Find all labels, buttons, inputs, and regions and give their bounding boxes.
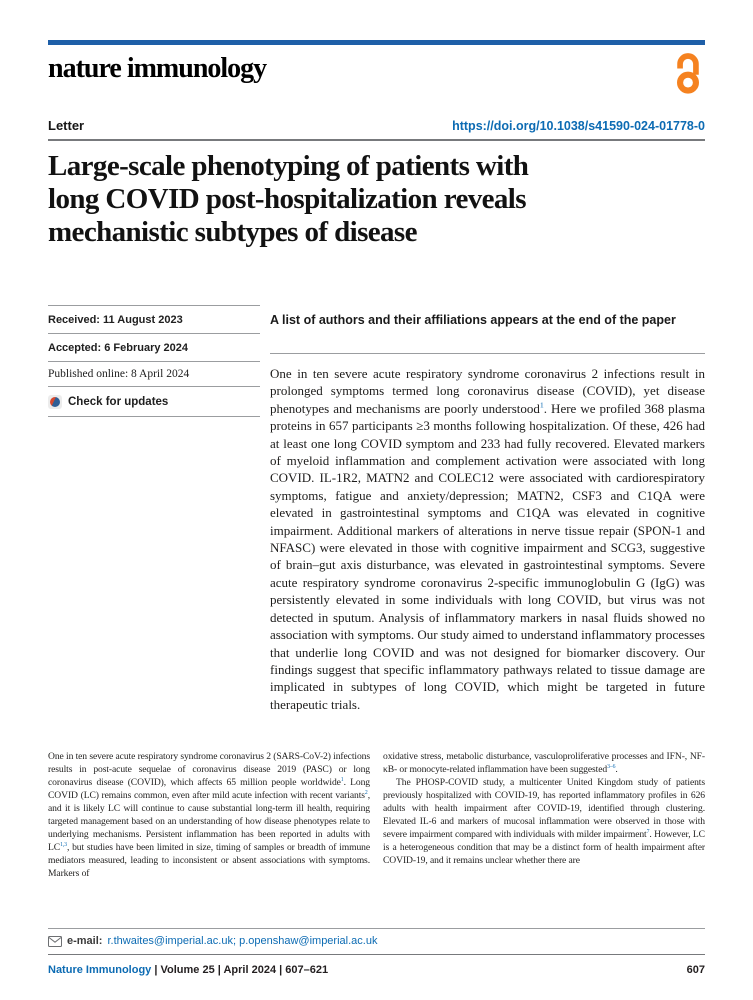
meta-row xyxy=(48,118,705,141)
body-column-right xyxy=(383,750,705,880)
citation-ref[interactable]: 1 xyxy=(539,400,544,410)
body-paragraph xyxy=(383,776,705,867)
page-number: 607 xyxy=(686,964,705,976)
check-for-updates-button[interactable] xyxy=(48,386,260,417)
text-run: ; xyxy=(232,935,240,947)
check-for-updates-label: Check for updates xyxy=(68,396,169,408)
text-run: The PHOSP-COVID study, a multicenter United Kingdom study of patients previously hospitalized with COVID-19, has reported inflammatory profiles in 626 adults with health impairment after COVID-19, identified through clustering. Elevated IL-6 and markers of mucosal inflammation were observed in those with severe impairment compared with individuals with milder impairment xyxy=(383,777,705,840)
page-footer xyxy=(48,928,705,976)
text-run: , and it is likely LC will continue to cause substantial long-term ill health, requiring targeted management based on an understanding of how disease phenotypes relate to underlying mechanisms. Persistent inflammation has been reported in adults with LC xyxy=(48,790,370,853)
link[interactable]: p.openshaw@imperial.ac.uk xyxy=(239,935,378,947)
email-links xyxy=(107,935,377,947)
authors-note: A list of authors and their affiliations appears at the end of the paper xyxy=(270,313,676,327)
citation-ref[interactable]: 7 xyxy=(646,828,650,835)
text-run: oxidative stress, metabolic disturbance, vasculoproliferative processes and IFN-, NF-κB- or monocyte-related inflammation have been suggested xyxy=(383,751,705,775)
text-run: One in ten severe acute respiratory syndrome coronavirus 2 infections result in prolonged symptoms termed long coronavirus disease (COVID), yet disease phenotypes and mechanisms are poorly understood xyxy=(270,366,705,416)
text-run: , but studies have been limited in size, timing of samples or breadth of immune mediators measured, leading to inconsistent or absent associations with symptoms. Markers of xyxy=(48,842,370,879)
title-line: mechanistic subtypes of disease xyxy=(48,216,417,248)
text-run: . Here we profiled 368 plasma proteins in 657 participants ≥3 months following hospitalization. Of these, 426 had at least one long COVID symptom and 233 had fully recovered. Elevated markers of myeloid inflammation and complement activation were associated with long COVID. IL-1R2, MATN2 and COLEC12 were associated with cardiorespiratory symptoms, fatigue and anxiety/depression; MATN2, CSF3 and C1QA were elevated in gastrointestinal symptoms and C1QA was elevated in cognitive impairment. Additional markers of alterations in nerve tissue repair (SPON-1 and NFASC) were elevated in those with cognitive impairment and SCG3, suggestive of brain–gut axis disturbance, was elevated in gastrointestinal symptoms. Severe acute respiratory syndrome coronavirus 2-specific immunoglobulin G (IgG) was persistently elevated in some individuals with long COVID, but virus was not detected in sputum. Analysis of inflammatory markers in nasal fluids showed no association with symptoms. Our study aimed to understand inflammatory processes that underlie long COVID and was not designed for biomarker discovery. Our findings suggest that specific inflammatory pathways related to tissue damage are implicated in subtypes of long COVID, which might be targeted in future therapeutic trials. xyxy=(270,400,705,712)
page-title xyxy=(48,150,705,249)
journal-logo: nature immunology xyxy=(48,53,267,84)
journal-citation xyxy=(48,964,328,976)
title-line: Large-scale phenotyping of patients with xyxy=(48,150,529,182)
article-type-label: Letter xyxy=(48,118,85,133)
text-run: . Long COVID (LC) remains common, even after mild acute infection with recent variants xyxy=(48,777,370,801)
doi-link[interactable]: https://doi.org/10.1038/s41590-024-01778-0 xyxy=(452,119,705,133)
accepted-date: Accepted: 6 February 2024 xyxy=(48,333,260,361)
link[interactable]: Nature Immunology xyxy=(48,964,152,976)
text-run: . xyxy=(615,764,618,775)
email-label: e-mail: xyxy=(67,935,103,947)
citation-ref[interactable]: 1,3 xyxy=(60,841,67,848)
email-row xyxy=(48,928,705,954)
body-text-section xyxy=(48,750,705,880)
citation-ref[interactable]: 1 xyxy=(340,776,344,783)
article-history-sidebar xyxy=(48,305,260,720)
link[interactable]: r.thwaites@imperial.ac.uk xyxy=(107,935,233,947)
received-date: Received: 11 August 2023 xyxy=(48,305,260,333)
envelope-icon xyxy=(48,936,62,947)
crossmark-icon xyxy=(48,395,62,409)
text-run: | Volume 25 | April 2024 | 607–621 xyxy=(151,964,329,976)
abstract-column xyxy=(270,305,705,720)
body-paragraph xyxy=(383,750,705,776)
body-paragraph xyxy=(48,750,370,880)
masthead xyxy=(48,45,705,118)
title-line: long COVID post-hospitalization reveals xyxy=(48,183,526,215)
text-run: One in ten severe acute respiratory syndrome coronavirus 2 (SARS-CoV-2) infections results in post-acute sequelae of coronavirus disease 2019 (PASC) or long coronavirus disease (COVID), which affects 65 million people worldwide xyxy=(48,751,370,788)
citation-ref[interactable]: 3–6 xyxy=(607,763,616,770)
open-access-icon xyxy=(671,52,705,99)
body-column-left xyxy=(48,750,370,880)
citation-ref[interactable]: 2 xyxy=(364,789,368,796)
abstract-section xyxy=(48,305,705,720)
abstract-text xyxy=(270,353,705,720)
text-run: . However, LC is a heterogeneous condition that may be a distinct form of health impairment after COVID-19, and it remains unclear whether there are xyxy=(383,829,705,866)
published-date: Published online: 8 April 2024 xyxy=(48,361,260,386)
journal-citation-row xyxy=(48,954,705,976)
